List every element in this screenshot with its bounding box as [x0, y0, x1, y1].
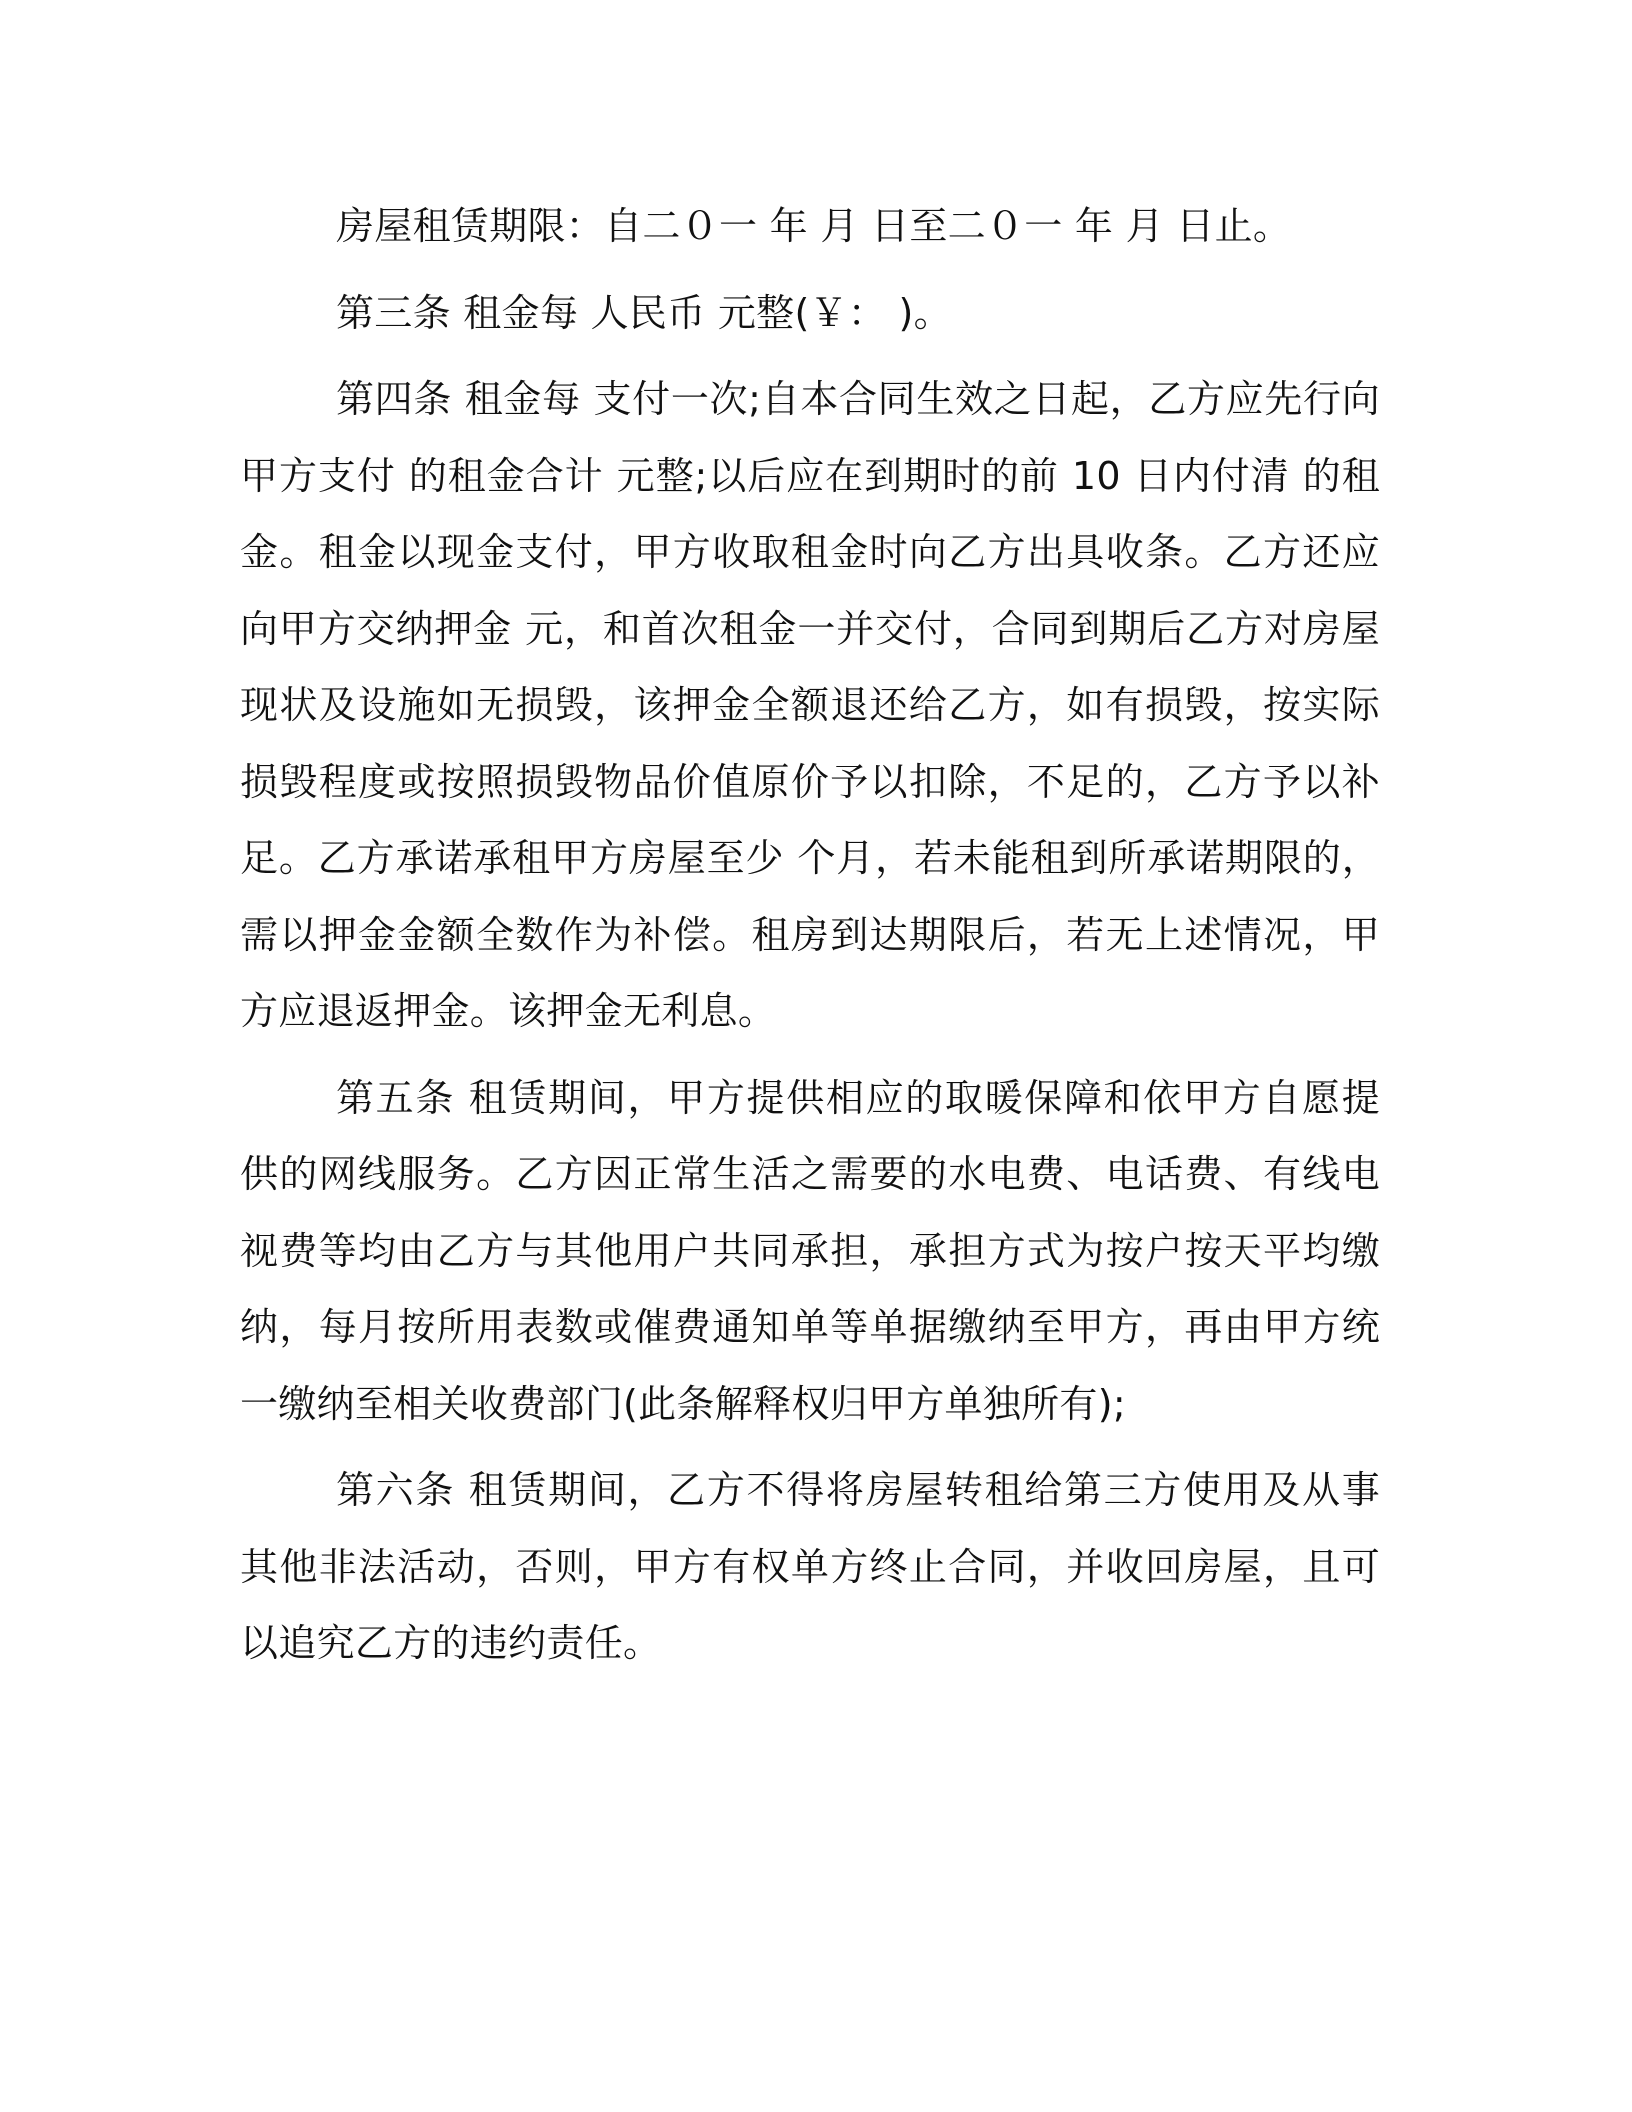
paragraph-article-6: 第六条 租赁期间，乙方不得将房屋转租给第三方使用及从事其他非法活动，否则，甲方有权单方终止合同，并收回房屋，且可以追究乙方的违约责任。 — [240, 1468, 1380, 1665]
paragraph-article-5: 第五条 租赁期间，甲方提供相应的取暖保障和依甲方自愿提供的网线服务。乙方因正常生活之需要的水电费、电话费、有线电视费等均由乙方与其他用户共同承担，承担方式为按户按天平均缴纳，每月按所用表数或催费通知单等单据缴纳至甲方，再由甲方统一缴纳至相关收费部门(此条解释权归甲方单独所有); — [240, 1075, 1380, 1426]
paragraph-article-3: 第三条 租金每 人民币 元整(￥： )。 — [336, 290, 952, 335]
paragraph-article-4: 第四条 租金每 支付一次;自本合同生效之日起，乙方应先行向甲方支付 的租金合计 元整;以后应在到期时的前 10 日内付清 的租金。租金以现金支付，甲方收取租金时向乙方出具收条。乙方还应向甲方交纳押金 元，和首次租金一并交付，合同到期后乙方对房屋现状及设施如无损毁，该押金全额退还给乙方，如有损毁，按实际损毁程度或按照损毁物品价值原价予以扣除，不足的，乙方予以补足。乙方承诺承租甲方房屋至少 个月，若未能租到所承诺期限的，需以押金金额全数作为补偿。租房到达期限后，若无上述情况，甲方应退返押金。该押金无利息。 — [240, 377, 1380, 1033]
paragraph-lease-term: 房屋租赁期限：自二０一 年 月 日至二０一 年 月 日止。 — [336, 204, 1292, 248]
document-body — [240, 188, 1380, 1682]
